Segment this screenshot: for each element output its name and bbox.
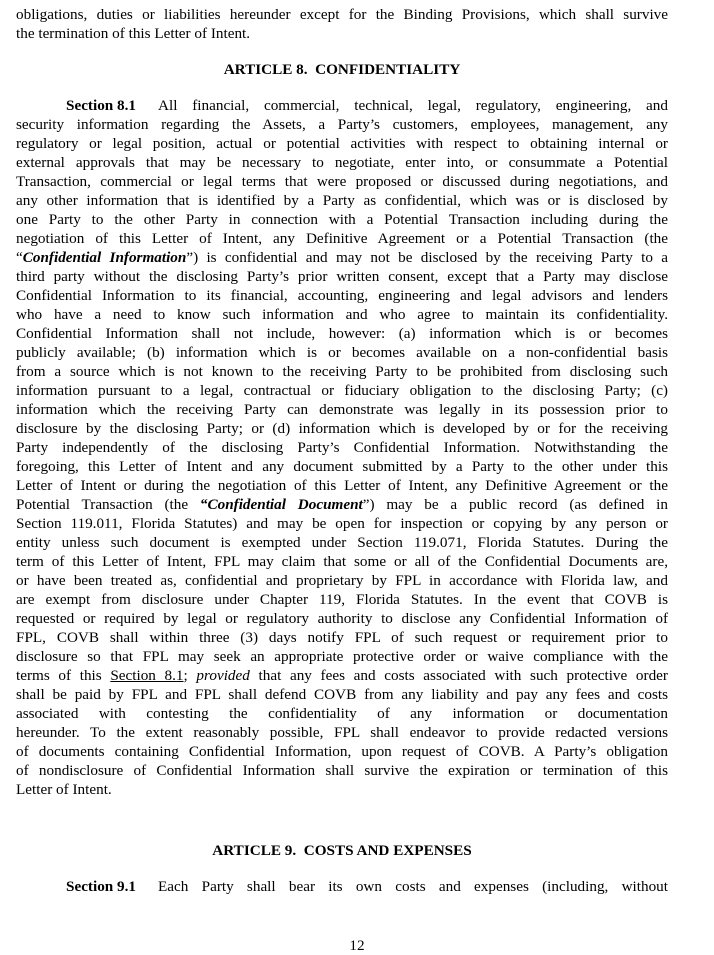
paragraph-line: from a source which is not known to the receiving Party to be prohibited from disclosing such — [16, 363, 668, 380]
paragraph-line: Confidential Information shall not include, however: (a) information which is or becomes — [16, 325, 668, 342]
paragraph-line: FPL, COVB shall within three (3) days notify FPL of such request or requirement prior to — [16, 629, 668, 646]
paragraph-line: hereunder. To the extent reasonably possible, FPL shall endeavor to provide redacted versions — [16, 724, 668, 741]
paragraph-line: term of this Letter of Intent, FPL may claim that some or all of the Confidential Documents are, — [16, 553, 668, 570]
paragraph-text: ”) is confidential and may not be disclosed by the receiving Party to a — [186, 249, 668, 266]
article-8-heading: ARTICLE 8. CONFIDENTIALITY — [223, 61, 461, 78]
section-8-1-text: All financial, commercial, technical, legal, regulatory, engineering, and — [158, 97, 668, 114]
paragraph-line: obligations, duties or liabilities hereunder except for the Binding Provisions, which shall survive — [16, 6, 668, 23]
section-8-1-cross-reference[interactable]: Section 8.1 — [110, 667, 184, 684]
provided-term: provided — [196, 667, 250, 684]
paragraph-line: requested or required by legal or regulatory authority to disclose any Confidential Information of — [16, 610, 668, 627]
paragraph-line: publicly available; (b) information which is or becomes available on a non-confidential basis — [16, 344, 668, 361]
paragraph-text: that any fees and costs associated with such protective order — [249, 667, 668, 684]
paragraph-line: Letter of Intent. — [16, 781, 112, 798]
paragraph-line: the termination of this Letter of Intent. — [16, 25, 251, 42]
defined-term-line — [16, 495, 668, 514]
section-9-1-first-line — [66, 877, 668, 896]
paragraph-line: associated with contesting the confidentiality of any information or documentation — [16, 705, 668, 722]
paragraph-line: negotiation of this Letter of Intent, any Definitive Agreement or a Potential Transaction (the — [16, 230, 668, 247]
paragraph-line: external approvals that may be necessary to negotiate, enter into, or consummate a Potential — [16, 154, 668, 171]
paragraph-line: security information regarding the Assets, a Party’s customers, employees, management, any — [16, 116, 668, 133]
section-9-1-label: Section 9.1 — [66, 878, 137, 895]
section-reference-line — [16, 666, 668, 685]
paragraph-line: disclosure by the disclosing Party; or (d) information which is developed by or for the receiving — [16, 420, 668, 437]
paragraph-text: terms of this — [16, 667, 111, 684]
paragraph-line: who have a need to know such information and who agree to maintain its confidentiality. — [16, 306, 668, 323]
paragraph-line: entity unless such document is exempted under Section 119.071, Florida Statutes. During the — [16, 534, 668, 551]
paragraph-line: foregoing, this Letter of Intent and any document submitted by a Party to the other under this — [16, 458, 668, 475]
section-9-1-text: Each Party shall bear its own costs and expenses (including, without — [158, 878, 668, 895]
paragraph-line: shall be paid by FPL and FPL shall defend COVB from any liability and pay any fees and costs — [16, 686, 668, 703]
paragraph-line: disclosure so that FPL may seek an appropriate protective order or waive compliance with the — [16, 648, 668, 665]
paragraph-line: Party independently of the disclosing Party’s Confidential Information. Notwithstanding the — [16, 439, 668, 456]
paragraph-line: third party without the disclosing Party’s prior written consent, except that a Party may disclose — [16, 268, 668, 285]
paragraph-line: regulatory or legal position, actual or potential activities with respect to obtaining internal or — [16, 135, 668, 152]
paragraph-line: of nondisclosure of Confidential Information shall survive the expiration or termination of this — [16, 762, 668, 779]
paragraph-line: Confidential Information to its financial, accounting, engineering and legal advisors and lenders — [16, 287, 668, 304]
defined-term-line — [16, 248, 668, 267]
paragraph-line: or have been treated as, confidential and proprietary by FPL in accordance with Florida law, and — [16, 572, 668, 589]
paragraph-line: any other information that is identified by a Party as confidential, which was or is disclosed by — [16, 192, 668, 209]
paragraph-text: ; — [183, 667, 197, 684]
paragraph-line: Section 119.011, Florida Statutes) and may be open for inspection or copying by any person or — [16, 515, 668, 532]
defined-term-confidential-document: “Confidential Document — [199, 496, 363, 513]
section-8-1-first-line — [66, 96, 668, 115]
paragraph-line: Letter of Intent or during the negotiation of this Letter of Intent, any Definitive Agreement or the — [16, 477, 668, 494]
paragraph-line: information pursuant to a legal, contractual or fiduciary obligation to the disclosing Party; (c) — [16, 382, 668, 399]
paragraph-text: Potential Transaction (the — [16, 496, 200, 513]
paragraph-line: of documents containing Confidential Information, upon request of COVB. A Party’s obligation — [16, 743, 668, 760]
paragraph-line: information which the receiving Party can demonstrate was legally in its possession prior to — [16, 401, 668, 418]
page-number: 12 — [349, 937, 365, 954]
paragraph-line: one Party to the other Party in connection with a Potential Transaction including during the — [16, 211, 668, 228]
section-8-1-label: Section 8.1 — [66, 97, 137, 114]
quote-mark: “ — [16, 249, 23, 266]
article-9-heading: ARTICLE 9. COSTS AND EXPENSES — [212, 842, 472, 859]
paragraph-line: are exempt from disclosure under Chapter 119, Florida Statutes. In the event that COVB is — [16, 591, 668, 608]
paragraph-line: Transaction, commercial or legal terms that were proposed or discussed during negotiations, and — [16, 173, 668, 190]
paragraph-text: ”) may be a public record (as defined in — [362, 496, 668, 513]
defined-term-confidential-information: Confidential Information — [22, 249, 187, 266]
